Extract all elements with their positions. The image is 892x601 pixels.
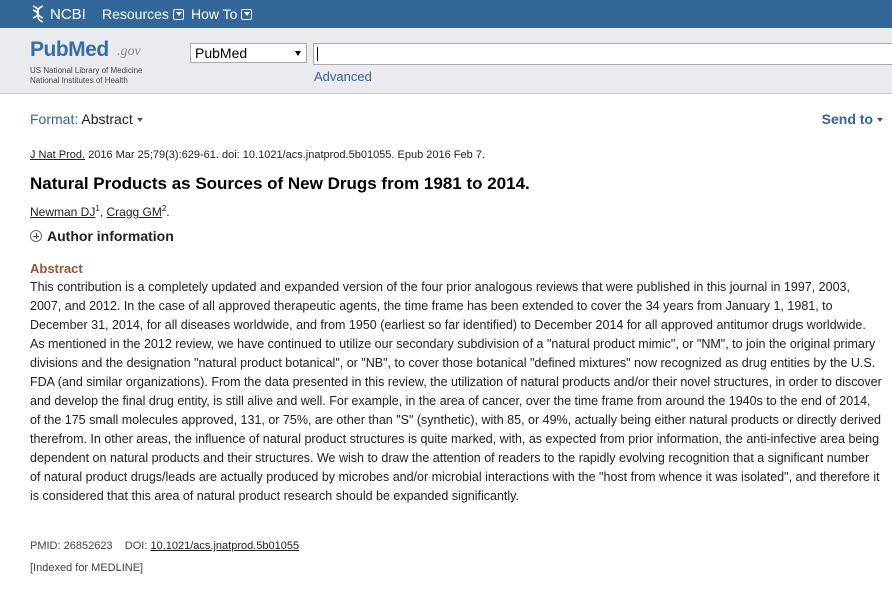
author-affiliation-sup: 1 — [95, 204, 100, 213]
identifiers-line — [30, 540, 299, 552]
citation-line — [30, 149, 485, 161]
resources-menu[interactable] — [102, 6, 184, 22]
abstract-heading: Abstract — [30, 261, 83, 276]
journal-link[interactable]: J Nat Prod. — [30, 149, 86, 161]
pubmed-logo-suffix: .gov — [117, 44, 141, 59]
ncbi-header-bar — [0, 0, 892, 28]
doi-label: DOI: — [124, 540, 151, 552]
format-label: Format — [30, 111, 75, 127]
pubmed-logo[interactable] — [30, 38, 190, 88]
author-information-toggle[interactable] — [30, 228, 174, 244]
resources-menu-label: Resources — [102, 6, 169, 22]
how-to-menu[interactable] — [191, 6, 252, 22]
caret-down-icon — [137, 118, 143, 122]
author-list: Newman $DJ^1$, Cragg $GM^2$. — [30, 204, 170, 219]
ncbi-helix-icon — [30, 5, 46, 23]
indexed-for-medline: [Indexed for MEDLINE] — [30, 562, 144, 574]
advanced-search-link[interactable]: Advanced — [314, 69, 372, 84]
citation-details: 2016 Mar 25;79(3):629-61. doi: 10.1021/acs.jnatprod.5b01055. Epub 2016 Feb 7. — [85, 149, 485, 161]
author-affiliation-sup: 2 — [161, 204, 167, 213]
abstract-text: This contribution is a completely updated and expanded version of the four prior analogous reviews that were published in this journal in 1997, 2003, 2007, and 2012. In the case of all approved therapeutic agents, the time frame has been extended to cover the 34 years from January 1, 1981, to December 31, 2014, for all diseases worldwide, and from 1950 (earliest so far identified) to December 2014 for all approved antitumor drugs worldwide. As mentioned in the 2012 review, we have continued to utilize our secondary subdivision of a "natural product mimic", or "NM", to join the original primary divisions and the designation "natural product botanical", or "NB", to cover those botanical "defined mixtures" now recognized as drug entities by the U.S. FDA (and similar organizations). From the data presented in this review, the utilization of natural products and/or their novel structures, in order to discover and develop the final drug entity, is still alive and well. For example, in the area of cancer, over the time frame from around the 1940s to the end of 2014, of the 175 small molecules approved, 131, or 75%, are other than "S" (synthetic), with 85, or 49%, actually being either natural products or directly derived therefrom. In other areas, the influence of natural product structures is quite marked, with, as expected from prior information, the anti-infective area being dependent on natural products and their structures. We wish to draw the attention of readers to the rapidly evolving recognition that a significant number of natural product drugs/leads are actually produced by microbes and/or microbial interactions with the "host from whence it was isolated", and therefore it is considered that this area of natural product research should be expanded significantly. — [30, 280, 882, 503]
format-value: Abstract — [81, 111, 133, 127]
database-select[interactable] — [190, 43, 307, 63]
pubmed-logo-word: PubMed — [30, 38, 109, 61]
author-link[interactable]: Cragg GM — [106, 205, 162, 219]
caret-down-icon — [877, 118, 883, 122]
expand-plus-icon — [30, 230, 42, 242]
search-input[interactable] — [313, 43, 892, 65]
chevron-down-icon — [241, 9, 252, 20]
how-to-menu-label: How To — [191, 6, 238, 22]
pmid-label: PMID: 26852623 — [30, 540, 113, 552]
send-to-label: Send to — [821, 111, 873, 127]
ncbi-logo[interactable] — [30, 4, 86, 24]
text-cursor — [317, 47, 318, 61]
author-information-label: Author information — [47, 228, 174, 244]
ncbi-logo-text: NCBI — [50, 5, 86, 23]
send-to-menu[interactable] — [822, 111, 883, 127]
database-select-value: PubMed — [195, 45, 248, 61]
author-link[interactable]: Newman DJ — [30, 205, 96, 219]
nlm-label: US National Library of Medicine — [30, 66, 143, 75]
chevron-down-icon — [173, 9, 184, 20]
doi-link[interactable]: 10.1021/acs.jnatprod.5b01055 — [150, 540, 300, 552]
nih-label: National Institutes of Health — [30, 76, 128, 85]
article-title: Natural Products as Sources of New Drugs from 1981 to 2014. — [30, 174, 530, 193]
dropdown-arrow-icon — [295, 51, 301, 56]
format-selector[interactable]: Format: Abstract — [30, 111, 143, 127]
